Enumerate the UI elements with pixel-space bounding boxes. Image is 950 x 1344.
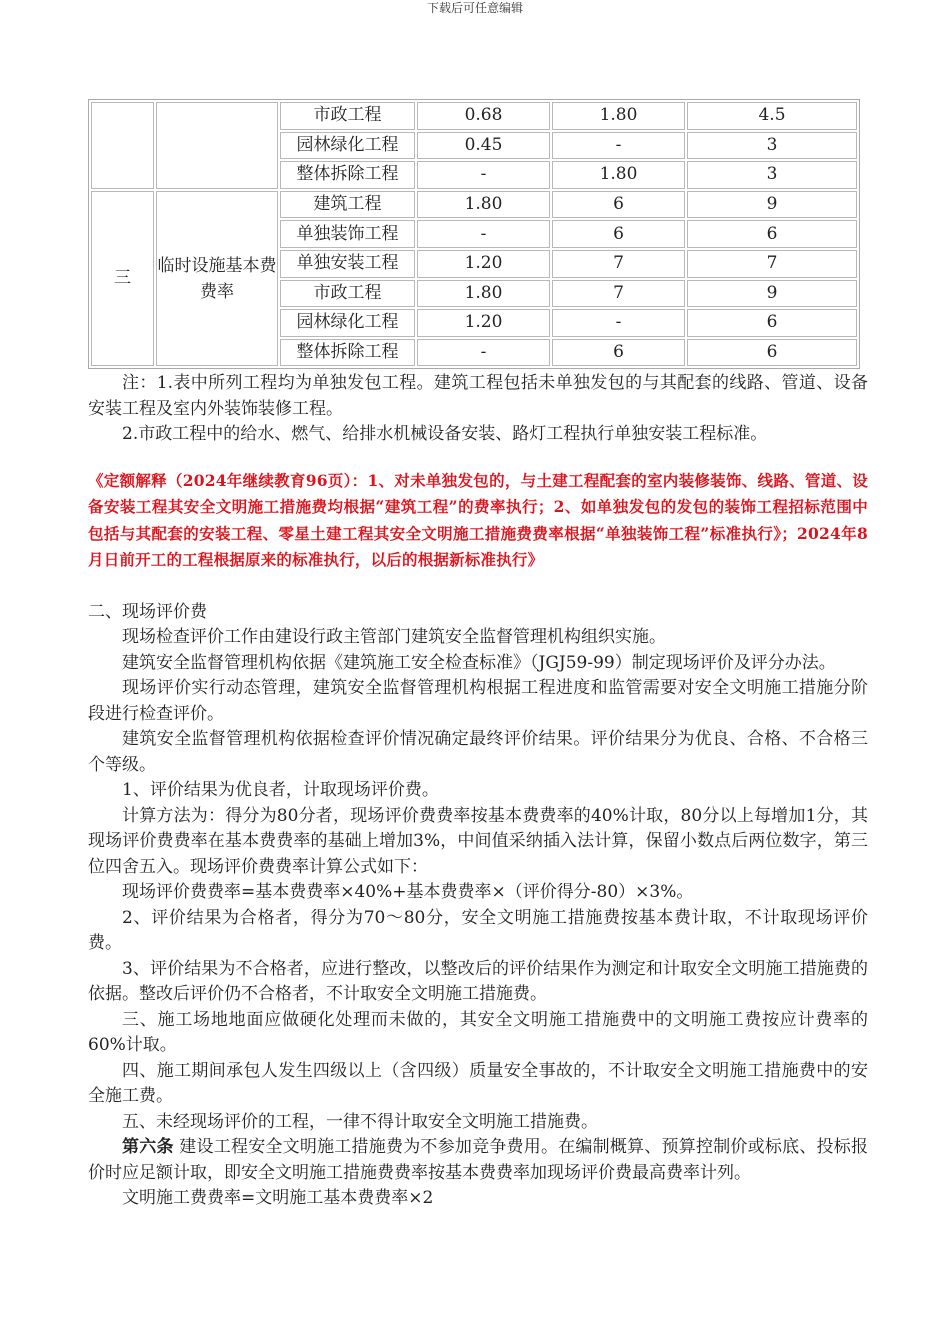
group-index-cell: 三 <box>91 191 154 367</box>
item-cell: 单独安装工程 <box>280 250 415 278</box>
paragraph: 三、施工场地地面应做硬化处理而未做的，其安全文明施工措施费中的文明施工费按应计费率的60%计取。 <box>88 1009 868 1055</box>
paragraph: 四、施工期间承包人发生四级以上（含四级）质量安全事故的，不计取安全文明施工措施费中的安全施工费。 <box>88 1060 868 1106</box>
section-title-site-evaluation: 二、现场评价费 <box>88 601 207 622</box>
table-row <box>91 191 857 219</box>
value-cell: 6 <box>687 339 857 367</box>
item-cell: 整体拆除工程 <box>280 161 415 189</box>
value-cell: - <box>552 309 685 337</box>
group-category-cell <box>156 102 278 189</box>
item-cell: 园林绿化工程 <box>280 132 415 160</box>
value-cell: 0.45 <box>417 132 550 160</box>
item-cell: 园林绿化工程 <box>280 309 415 337</box>
value-cell: 7 <box>552 280 685 308</box>
formula: 现场评价费费率=基本费费率×40%+基本费费率×（评价得分-80）×3%。 <box>122 882 694 902</box>
value-cell: 9 <box>687 191 857 219</box>
value-cell: 1.80 <box>552 102 685 130</box>
quota-interpretation: 《定额解释（2024年继续教育96页）：1、对未单独发包的，与土建工程配套的室内装修装饰、线路、管道、设备安装工程其安全文明施工措施费均根据“建筑工程”的费率执行；2、如单独发包的发包的装饰工程招标范围中包括与其配套的安装工程、零星土建工程其安全文明施工措施费费率根据“单独装饰工程”标准执行》；2024年8月日前开工的工程根据原来的标准执行，以后的根据新标准执行》 <box>88 470 868 569</box>
value-cell: 6 <box>687 220 857 248</box>
paragraph: 五、未经现场评价的工程，一律不得计取安全文明施工措施费。 <box>122 1111 598 1132</box>
item-cell: 单独装饰工程 <box>280 220 415 248</box>
value-cell: 1.80 <box>552 161 685 189</box>
document-body <box>88 371 868 1212</box>
value-cell: 3 <box>687 161 857 189</box>
rate-table <box>88 99 860 369</box>
note-2: 2.市政工程中的给水、燃气、给排水机械设备安装、路灯工程执行单独安装工程标准。 <box>122 424 768 444</box>
item-cell: 建筑工程 <box>280 191 415 219</box>
item-cell: 市政工程 <box>280 102 415 130</box>
value-cell: 1.80 <box>417 191 550 219</box>
value-cell: 6 <box>552 339 685 367</box>
value-cell: 4.5 <box>687 102 857 130</box>
value-cell: 7 <box>687 250 857 278</box>
paragraph: 现场检查评价工作由建设行政主管部门建筑安全监督管理机构组织实施。 <box>122 627 666 647</box>
item-cell: 市政工程 <box>280 280 415 308</box>
paragraph: 建筑安全监督管理机构依据《建筑施工安全检查标准》（JGJ59-99）制定现场评价及评分办法。 <box>122 652 836 673</box>
value-cell: 6 <box>687 309 857 337</box>
article-six <box>88 1135 868 1186</box>
paragraph: 现场评价实行动态管理，建筑安全监督管理机构根据工程进度和监管需要对安全文明施工措施分阶段进行检查评价。 <box>88 678 868 724</box>
value-cell: 1.20 <box>417 309 550 337</box>
page-header: 下载后可任意编辑 <box>426 1 523 15</box>
value-cell: 0.68 <box>417 102 550 130</box>
value-cell: 1.20 <box>417 250 550 278</box>
value-cell: 7 <box>552 250 685 278</box>
paragraph: 1、评价结果为优良者，计取现场评价费。 <box>122 780 439 800</box>
article-text: 建设工程安全文明施工措施费为不参加竞争费用。在编制概算、预算控制价或标底、投标报价时应足额计取，即安全文明施工措施费费率按基本费费率加现场评价费最高费率计列。 <box>88 1137 868 1183</box>
value-cell: - <box>417 339 550 367</box>
value-cell: 3 <box>687 132 857 160</box>
item-cell: 整体拆除工程 <box>280 339 415 367</box>
value-cell: 6 <box>552 220 685 248</box>
paragraph: 3、评价结果为不合格者，应进行整改，以整改后的评价结果作为测定和计取安全文明施工措施费的依据。整改后评价仍不合格者，不计取安全文明施工措施费。 <box>88 958 868 1004</box>
table-row <box>91 102 857 130</box>
value-cell: 6 <box>552 191 685 219</box>
article-label: 第六条 <box>122 1137 174 1157</box>
value-cell: - <box>417 161 550 189</box>
value-cell: 9 <box>687 280 857 308</box>
paragraph: 建筑安全监督管理机构依据检查评价情况确定最终评价结果。评价结果分为优良、合格、不合格三个等级。 <box>88 729 868 775</box>
value-cell: - <box>552 132 685 160</box>
value-cell: 1.80 <box>417 280 550 308</box>
formula: 文明施工费费率=文明施工基本费费率×2 <box>122 1188 434 1208</box>
value-cell: - <box>417 220 550 248</box>
group-category-cell: 临时设施基本费费率 <box>156 191 278 367</box>
paragraph: 2、评价结果为合格者，得分为70～80分，安全文明施工措施费按基本费计取，不计取现场评价费。 <box>88 907 868 953</box>
note-1: 注：1.表中所列工程均为单独发包工程。建筑工程包括未单独发包的与其配套的线路、管道、设备安装工程及室内外装饰装修工程。 <box>88 373 868 419</box>
paragraph: 计算方法为：得分为80分者，现场评价费费率按基本费费率的40%计取，80分以上每增加1分，其现场评价费费率在基本费费率的基础上增加3%，中间值采纳插入法计算，保留小数点后两位数字，第三位四舍五入。现场评价费费率计算公式如下： <box>88 805 868 877</box>
group-index-cell <box>91 102 154 189</box>
